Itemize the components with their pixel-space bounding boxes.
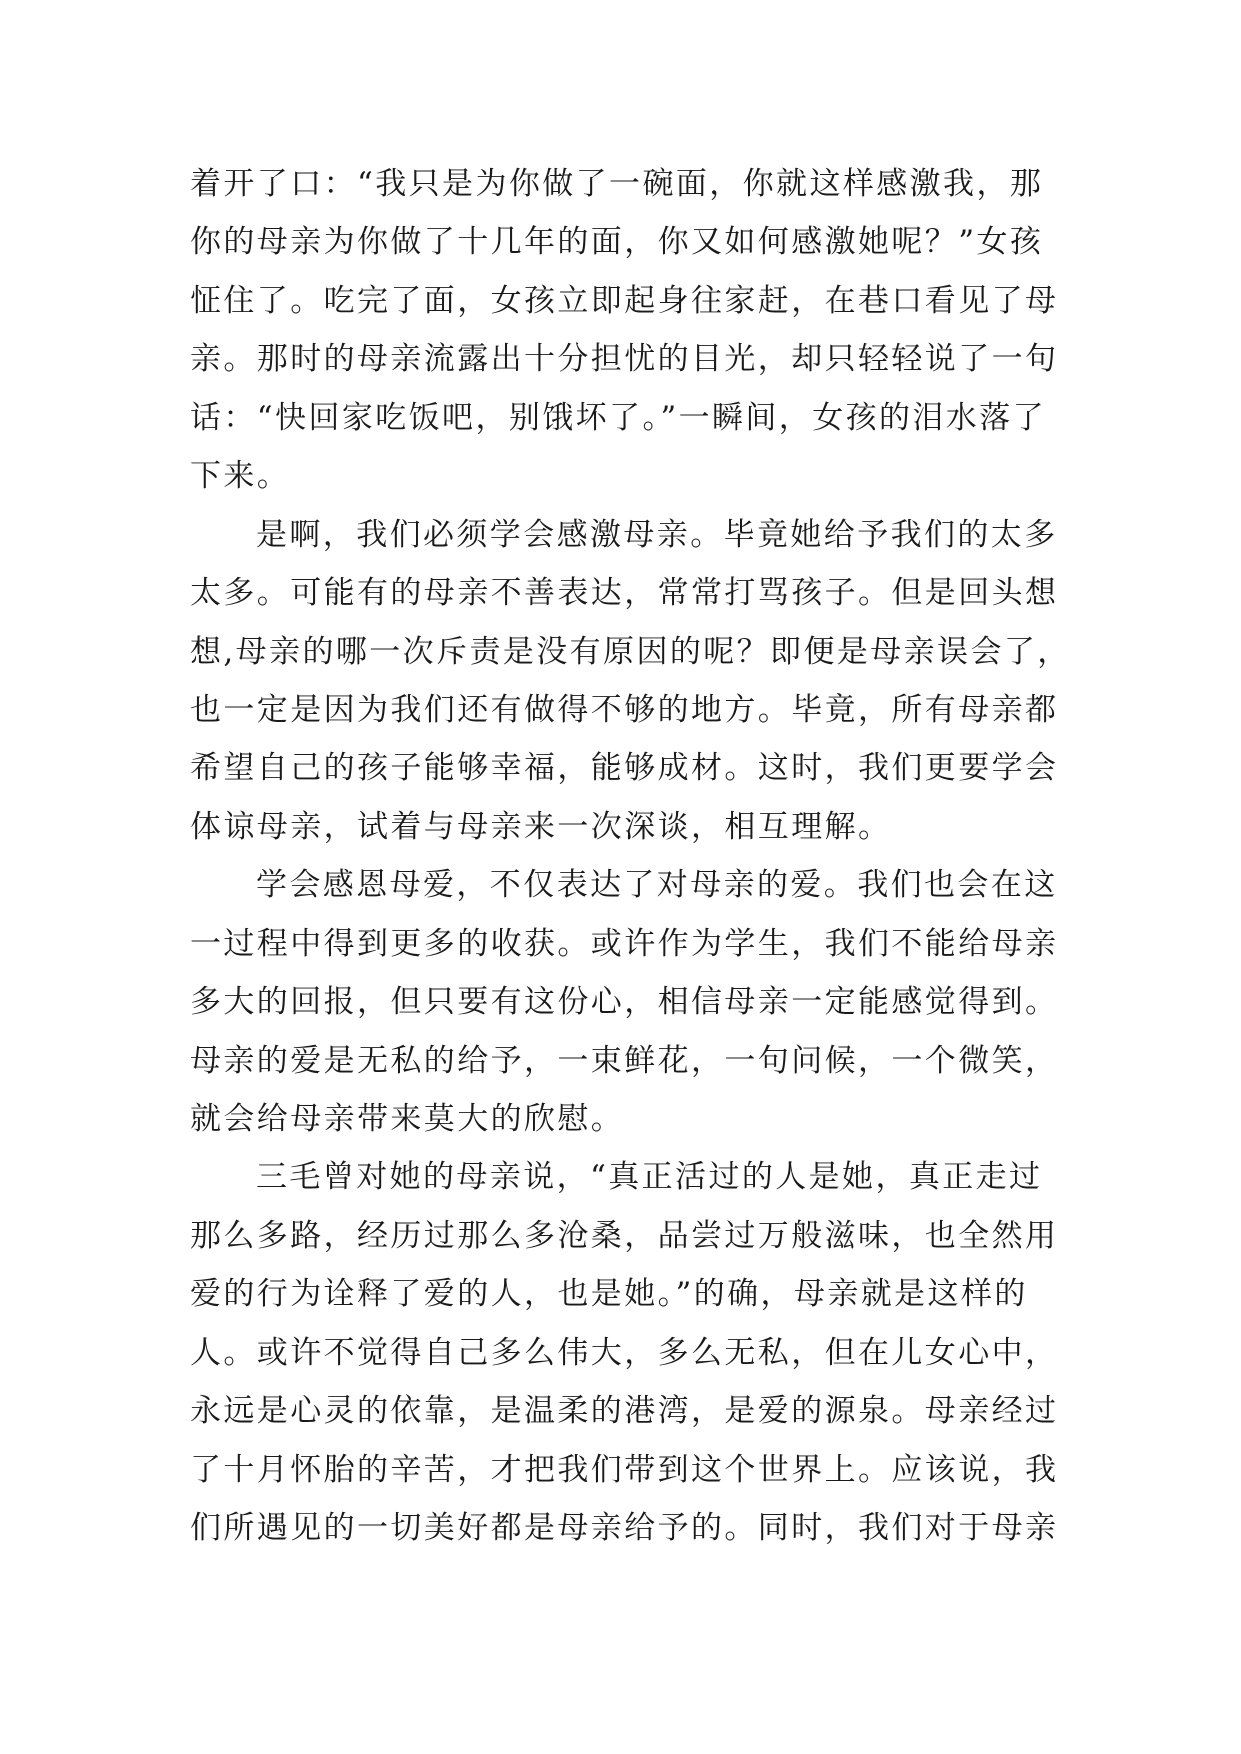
text-line: 们所遇见的一切美好都是母亲给予的。同时，我们对于母亲 <box>190 1510 1059 1547</box>
text-line: 那么多路，经历过那么多沧桑，品尝过万般滋味，也全然用 <box>190 1217 1059 1254</box>
text-line: 母亲的爱是无私的给予，一束鲜花，一句问候，一个微笑， <box>190 1042 1059 1079</box>
text-line: 一过程中得到更多的收获。或许作为学生，我们不能给母亲 <box>190 925 1059 962</box>
text-line: 话：“快回家吃饭吧，别饿坏了。”一瞬间，女孩的泪水落了 <box>190 399 1046 436</box>
text-line: 了十月怀胎的辛苦，才把我们带到这个世界上。应该说，我 <box>190 1451 1059 1488</box>
body-text <box>190 155 1070 1558</box>
text-line: 亲。那时的母亲流露出十分担忧的目光，却只轻轻说了一句 <box>190 341 1059 378</box>
text-line: 想,母亲的哪一次斥责是没有原因的呢？即便是母亲误会了， <box>190 633 1071 670</box>
text-line: 希望自己的孩子能够幸福，能够成材。这时，我们更要学会 <box>190 750 1059 787</box>
text-line: 下来。 <box>190 458 291 495</box>
text-line: 永远是心灵的依靠，是温柔的港湾，是爱的源泉。母亲经过 <box>190 1393 1059 1430</box>
text-line: 你的母亲为你做了十几年的面，你又如何感激她呢？”女孩 <box>190 224 1044 261</box>
text-line: 太多。可能有的母亲不善表达，常常打骂孩子。但是回头想 <box>190 575 1059 612</box>
text-line: 体谅母亲，试着与母亲来一次深谈，相互理解。 <box>190 808 892 845</box>
text-line: 爱的行为诠释了爱的人，也是她。”的确，母亲就是这样的 <box>190 1276 1028 1313</box>
text-line: 着开了口：“我只是为你做了一碗面，你就这样感激我，那 <box>190 166 1044 202</box>
text-line: 怔住了。吃完了面，女孩立即起身往家赶，在巷口看见了母 <box>190 282 1059 319</box>
text-line: 就会给母亲带来莫大的欣慰。 <box>190 1101 625 1137</box>
paragraph-first-line: 是啊，我们必须学会感激母亲。毕竟她给予我们的太多 <box>256 516 1058 553</box>
paragraph-first-line: 三毛曾对她的母亲说，“真正活过的人是她，真正走过 <box>256 1159 1043 1196</box>
text-line: 也一定是因为我们还有做得不够的地方。毕竟，所有母亲都 <box>190 691 1059 728</box>
paragraph-first-line: 学会感恩母爱，不仅表达了对母亲的爱。我们也会在这 <box>256 867 1058 904</box>
text-line: 多大的回报，但只要有这份心，相信母亲一定能感觉得到。 <box>190 984 1059 1021</box>
text-line: 人。或许不觉得自己多么伟大，多么无私，但在儿女心中， <box>190 1334 1059 1371</box>
